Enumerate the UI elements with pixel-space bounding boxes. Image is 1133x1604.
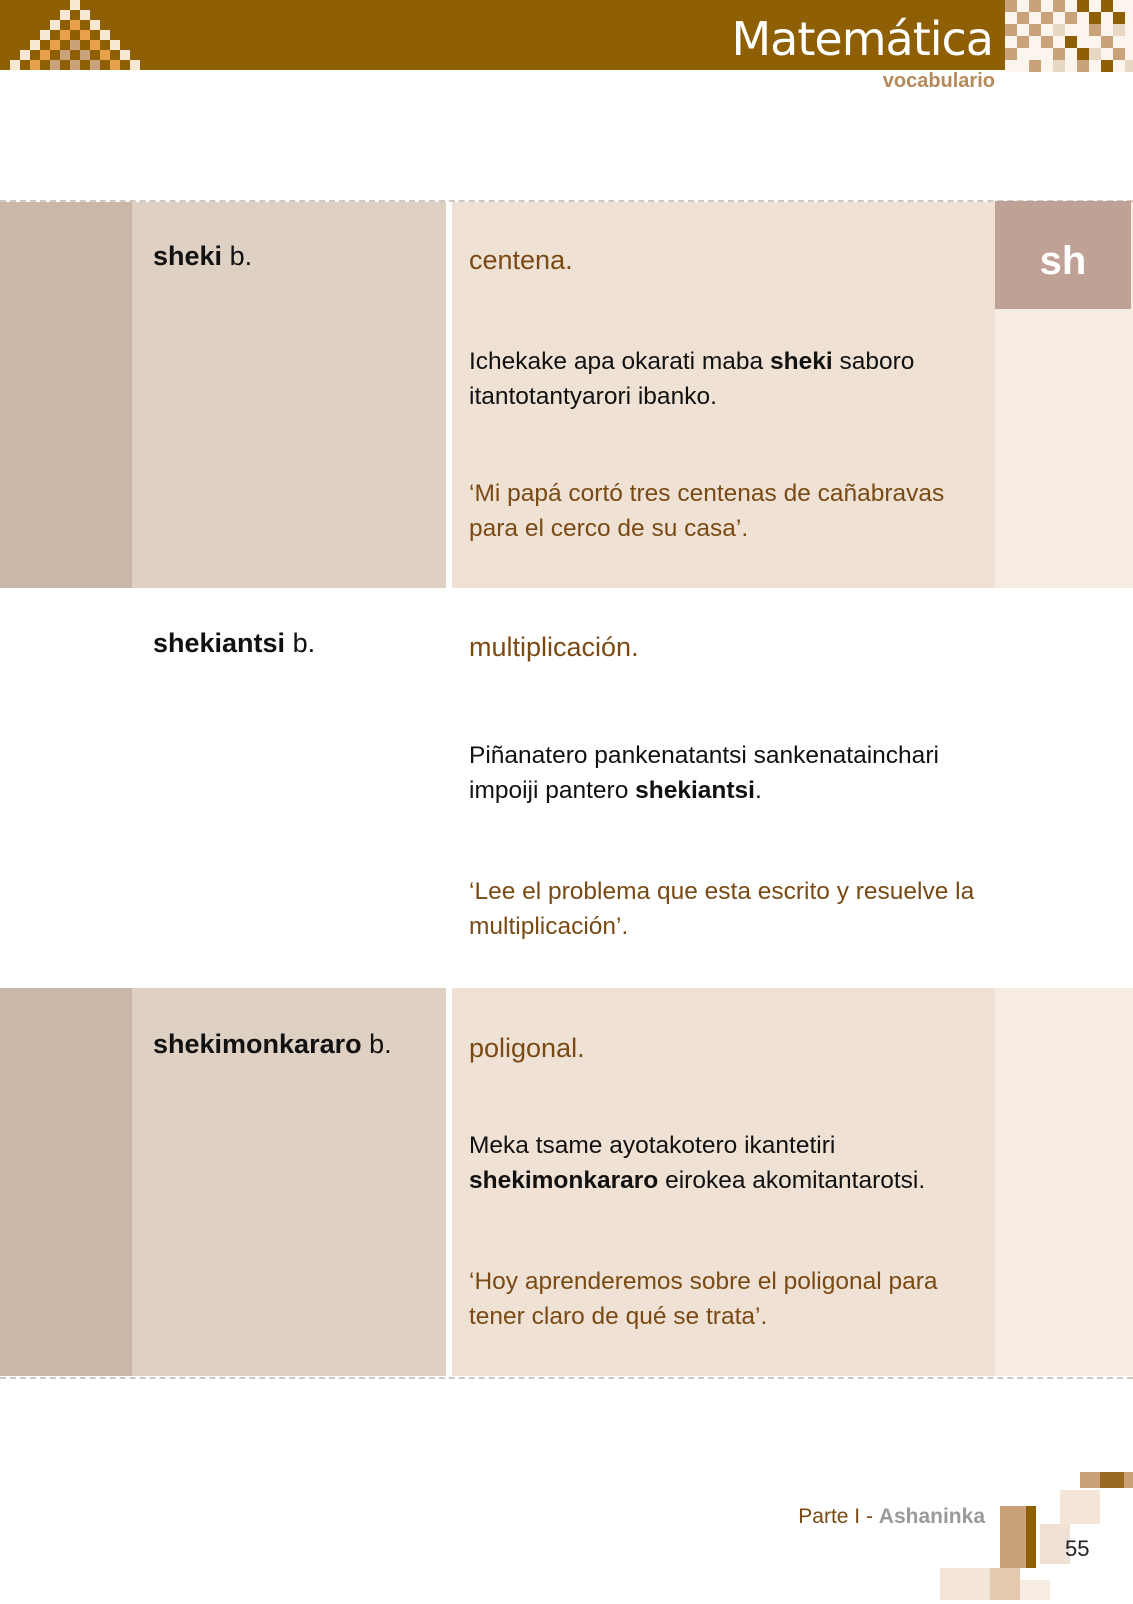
example-text: eirokea akomitantarotsi. [658, 1167, 926, 1194]
entry-3-bg-d [995, 988, 1133, 1376]
header-left-pattern [0, 0, 160, 72]
entry-definition: multiplicación. [469, 632, 639, 662]
example-text: Ichekake apa okarati maba [469, 348, 770, 375]
example-text: Piñanatero pankenatantsi sankenatainchari impoiji pantero [469, 742, 939, 804]
headword-pos: b. [369, 1029, 392, 1059]
headword-pos: b. [229, 241, 253, 271]
example-text: Meka tsame ayotakotero ikantetiri [469, 1132, 836, 1159]
example-term: shekiantsi [635, 777, 755, 804]
example-text: . [754, 777, 762, 804]
entry-3-bg-a [0, 988, 132, 1376]
entry-translation: ‘Hoy aprenderemos sobre el poligonal para tener claro de qué se trata’. [469, 1268, 938, 1330]
headword-term: sheki [153, 241, 223, 271]
example-term: sheki [770, 348, 833, 375]
headword-pos: b. [292, 628, 316, 658]
entry-translation: ‘Mi papá cortó tres centenas de cañabravas para el cerco de su casa’. [469, 480, 945, 542]
entry-definition: centena. [469, 245, 573, 275]
entry-example [469, 1128, 969, 1198]
example-term: shekimonkararo [469, 1167, 659, 1194]
page-number: 55 [1065, 1536, 1090, 1561]
woven-pattern-right-icon [1005, 0, 1133, 72]
entry-example [469, 344, 969, 414]
bottom-dashed-rule [0, 1377, 1133, 1379]
woven-pattern-footer-icon [940, 1470, 1133, 1600]
example-text: saboro itantotantyarori ibanko. [469, 348, 915, 410]
entry-headword [153, 241, 252, 272]
header-subtitle: vocabulario [882, 70, 995, 92]
footer-language: Ashaninka [878, 1505, 985, 1528]
letter-tab: sh [995, 201, 1131, 309]
header-title: Matemática [731, 12, 993, 66]
entry-headword [153, 628, 315, 659]
header-right-pattern [1005, 0, 1133, 72]
woven-pattern-left-icon [0, 0, 160, 72]
footer-caption [798, 1505, 985, 1529]
entry-example [469, 738, 984, 808]
footer-pattern [940, 1470, 1133, 1600]
entry-definition: poligonal. [469, 1033, 585, 1063]
headword-term: shekimonkararo [153, 1029, 362, 1059]
entry-translation: ‘Lee el problema que esta escrito y resuelve la multiplicación’. [469, 878, 975, 940]
headword-term: shekiantsi [153, 628, 286, 658]
footer-part: Parte I - [798, 1505, 879, 1528]
entry-1-bg-a [0, 202, 132, 588]
entry-headword [153, 1029, 392, 1060]
